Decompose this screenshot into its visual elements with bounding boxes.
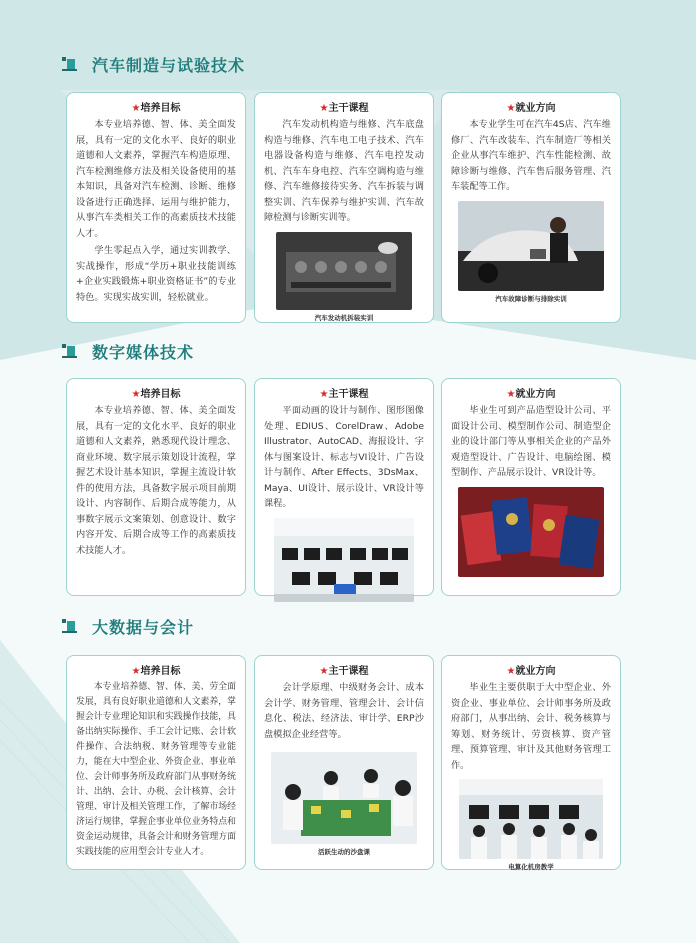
jobs-card (441, 655, 621, 870)
jobs-text: 本专业学生可在汽车4S店、汽车维修厂、汽车改装车、汽车制造厂等相关企业从事汽车维护、汽车性能检测、故障诊断与维修、汽车售后服务管理、汽车装配等工作。 (451, 119, 611, 192)
section-header (62, 53, 245, 76)
jobs-card (441, 92, 621, 323)
courses-text: 汽车发动机构造与维修、汽车底盘构造与维修、汽车电工电子技术、汽车电器设备构造与维修、汽车电控发动机、汽车车身电控、汽车空调构造与维修、汽车维修接待实务、汽车拆装与调整实训、汽车保养与维护实训、汽车故障检测与诊断实训等。 (264, 119, 424, 223)
card-title: ★主干课程 (319, 103, 369, 114)
card-title: ★主干课程 (319, 666, 369, 677)
training-text: 本专业培养德、智、体、美全面发展，具有一定的文化水平、良好的职业道德和人文素养，掌握汽车构造原理、汽车检测维修方法及相关设备使用的基本知识，具备对汽车检测、诊断、维修设备进行正确选择、运用与维护能力，从事汽车类相关工作的高素质技术技能人才。 (76, 119, 236, 239)
photo-caption: 活跃生动的沙盘课 (318, 848, 370, 856)
star-icon: ★ (506, 389, 516, 400)
photo-caption: 汽车发动机拆装实训 (314, 313, 374, 322)
training-text: 本专业培养德、智、体、美、劳全面发展，具有良好职业道德和人文素养，掌握会计专业理论知识和实践操作技能，具备出纳实际操作、手工会计记账、会计软件操作、合法纳税、财务管理等专业能力，能在大中型企业、外资企业、事业单位、会计师事务所及政府部门从事财务统计、出纳、会计、办税、会计核算、会计管理、审计及相关管理工作，了解市场经济运行规律，掌握企事业单位业务特点和资金运动规律，具备会计和财务管理方面实践技能的应用型会计专业人才。 (76, 682, 236, 857)
courses-text: 会计学原理、中级财务会计、成本会计学、财务管理、管理会计、会计信息化、税法、经济法、审计学、ERP沙盘模拟企业经营等。 (264, 682, 424, 740)
section-title: 汽车制造与试验技术 (92, 56, 246, 75)
section-title: 大数据与会计 (92, 618, 195, 637)
card-title: ★培养目标 (131, 103, 181, 114)
training-card (66, 92, 246, 323)
training-text: 本专业培养德、智、体、美全面发展，具有一定的文化水平、良好的职业道德和人文素养，熟悉现代设计理念、商业环境、数字展示策划设计流程，掌握艺术设计基本知识，掌握主流设计软件的使用方法，具备数字展示项目前期设计、内容制作、后期合成等能力，从事数字展示文案策划、创意设计、数字内容开发、后期合成等工作的高素质技术技能人才。 (76, 405, 236, 556)
courses-card (254, 378, 434, 596)
card-title: ★培养目标 (131, 389, 181, 400)
section-title: 数字媒体技术 (92, 343, 195, 362)
section-marker-icon (62, 619, 84, 635)
car-diagnosis-photo (458, 201, 604, 291)
section-header (62, 615, 194, 638)
engine-photo (276, 232, 412, 310)
jobs-text: 毕业生可到产品造型设计公司、平面设计公司、模型制作公司、制造型企业的设计部门等从事相关企业的产品外观造型设计、广告设计、电脑绘图、模型制作、产品展示设计、VR设计等。 (451, 405, 611, 478)
jobs-card (441, 378, 621, 596)
section-marker-icon (62, 57, 84, 73)
star-icon: ★ (319, 103, 329, 114)
training-card (66, 378, 246, 596)
accounting-lab-photo (459, 779, 603, 859)
card-title: ★培养目标 (131, 666, 181, 677)
computer-lab-photo (274, 518, 414, 602)
star-icon: ★ (319, 666, 329, 677)
certificates-photo (458, 487, 604, 577)
card-title: ★就业方向 (506, 666, 556, 677)
star-icon: ★ (506, 103, 516, 114)
card-title: ★主干课程 (319, 389, 369, 400)
training-card (66, 655, 246, 870)
section-marker-icon (62, 344, 84, 360)
sandbox-class-photo (271, 752, 417, 844)
courses-card (254, 655, 434, 870)
jobs-text: 毕业生主要供职于大中型企业、外资企业、事业单位、会计师事务所及政府部门，从事出纳、会计、税务核算与筹划、财务统计、劳资核算、资产管理、预算管理、审计及其他财务管理工作。 (451, 682, 611, 771)
photo-caption: 电算化机房教学 (508, 863, 554, 871)
star-icon: ★ (131, 103, 141, 114)
card-title: ★就业方向 (506, 103, 556, 114)
star-icon: ★ (506, 666, 516, 677)
star-icon: ★ (131, 389, 141, 400)
section-header (62, 340, 194, 363)
card-title: ★就业方向 (506, 389, 556, 400)
star-icon: ★ (131, 666, 141, 677)
training-text: 学生零起点入学，通过实训教学、实战操作，形成“学历+职业技能训练+企业实践锻炼+职业资格证书”的专业特色。实现实战实训，轻松就业。 (76, 245, 236, 303)
photo-caption: 汽车故障诊断与排除实训 (495, 294, 567, 303)
courses-card (254, 92, 434, 323)
courses-text: 平面动画的设计与制作、图形图像处理、EDIUS、CorelDraw、Adobe Illustrator、AutoCAD、海报设计、字体与图案设计、标志与VI设计、广告设计与制作、After Effects、3DsMax、Maya、UI设计、展示设计、VR设计等课程。 (264, 405, 424, 509)
star-icon: ★ (319, 389, 329, 400)
